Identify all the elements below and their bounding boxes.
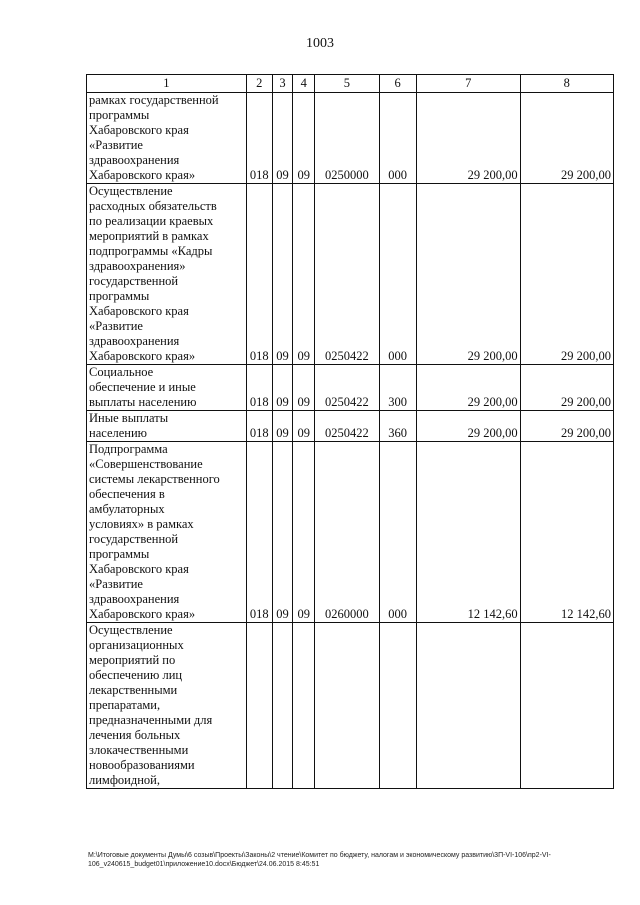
row-name-cell [87,442,247,623]
ministry-code-cell: 018 [246,184,272,365]
expense-type-cell: 000 [379,184,416,365]
file-path-footer [88,851,618,869]
row-name-line: обеспечение и иные [89,380,196,394]
section-code-cell: 09 [272,184,293,365]
table-row [87,442,614,623]
subsection-code-cell: 09 [293,411,315,442]
row-name-line: здравоохранения [89,334,180,348]
target-article-cell: 0260000 [315,442,379,623]
row-name-line: Социальное [89,365,154,379]
row-name-line: обеспечению лиц [89,668,183,682]
section-code-cell: 09 [272,365,293,411]
ministry-code-cell: 018 [246,411,272,442]
row-name-cell [87,623,247,789]
row-name-line: здравоохранения [89,592,180,606]
budget-table [86,74,614,789]
row-name-line: злокачественными [89,743,189,757]
row-name-line: «Развитие [89,319,143,333]
table-row [87,411,614,442]
table-row [87,623,614,789]
amount-cell [520,623,613,789]
target-article-cell: 0250422 [315,411,379,442]
section-code-cell: 09 [272,93,293,184]
row-name-line: Иные выплаты [89,411,169,425]
column-header: 8 [520,75,613,93]
table-row [87,93,614,184]
row-name-line: лимфоидной, [89,773,160,787]
target-article-cell: 0250422 [315,184,379,365]
amount-cell: 29 200,00 [416,93,520,184]
row-name-line: условиях» в рамках [89,517,194,531]
row-name-line: программы [89,108,150,122]
section-code-cell: 09 [272,442,293,623]
page-number: 1003 [306,36,334,51]
row-name-line: лечения больных [89,728,181,742]
amount-cell: 12 142,60 [416,442,520,623]
column-header: 6 [379,75,416,93]
row-name-line: программы [89,547,150,561]
row-name-line: новообразованиями [89,758,195,772]
row-name-cell [87,184,247,365]
row-name-line: Хабаровского края [89,123,189,137]
section-code-cell [272,623,293,789]
row-name-line: Осуществление [89,623,173,637]
row-name-line: государственной [89,274,179,288]
ministry-code-cell [246,623,272,789]
target-article-cell [315,623,379,789]
row-name-line: выплаты населению [89,395,197,409]
row-name-line: «Развитие [89,138,143,152]
ministry-code-cell: 018 [246,365,272,411]
amount-cell: 29 200,00 [416,184,520,365]
ministry-code-cell: 018 [246,93,272,184]
ministry-code-cell: 018 [246,442,272,623]
row-name-line: подпрограммы «Кадры [89,244,213,258]
row-name-line: Хабаровского края» [89,349,196,363]
row-name-line: населению [89,426,147,440]
amount-cell: 29 200,00 [520,411,613,442]
row-name-line: амбулаторных [89,502,165,516]
target-article-cell: 0250422 [315,365,379,411]
row-name-cell [87,365,247,411]
amount-cell: 29 200,00 [416,365,520,411]
row-name-line: государственной [89,532,179,546]
section-code-cell: 09 [272,411,293,442]
column-header: 1 [87,75,247,93]
amount-cell: 29 200,00 [416,411,520,442]
row-name-line: «Совершенствование [89,457,203,471]
row-name-line: обеспечения в [89,487,165,501]
expense-type-cell: 000 [379,442,416,623]
row-name-line: препаратами, [89,698,161,712]
column-header: 3 [272,75,293,93]
subsection-code-cell [293,623,315,789]
row-name-line: рамках государственной [89,93,219,107]
row-name-line: мероприятий в рамках [89,229,209,243]
column-header: 7 [416,75,520,93]
row-name-line: «Развитие [89,577,143,591]
table-row [87,184,614,365]
amount-cell: 29 200,00 [520,365,613,411]
amount-cell: 29 200,00 [520,93,613,184]
row-name-line: здравоохранения» [89,259,186,273]
row-name-line: Хабаровского края» [89,168,196,182]
row-name-line: системы лекарственного [89,472,220,486]
amount-cell: 29 200,00 [520,184,613,365]
row-name-line: здравоохранения [89,153,180,167]
column-header: 5 [315,75,379,93]
row-name-line: Подпрограмма [89,442,168,456]
row-name-line: лекарственными [89,683,178,697]
expense-type-cell [379,623,416,789]
row-name-line: Хабаровского края [89,304,189,318]
expense-type-cell: 300 [379,365,416,411]
subsection-code-cell: 09 [293,442,315,623]
footer-line: 106_v240615_budget01\приложение10.docx\Бюджет\24.06.2015 8:45:51 [88,861,320,868]
target-article-cell: 0250000 [315,93,379,184]
row-name-line: Хабаровского края [89,562,189,576]
row-name-line: организационных [89,638,184,652]
subsection-code-cell: 09 [293,365,315,411]
row-name-line: Хабаровского края» [89,607,196,621]
header-row [87,75,614,93]
expense-type-cell: 000 [379,93,416,184]
row-name-cell [87,93,247,184]
subsection-code-cell: 09 [293,93,315,184]
row-name-cell [87,411,247,442]
amount-cell: 12 142,60 [520,442,613,623]
column-header: 4 [293,75,315,93]
row-name-line: предназначенными для [89,713,213,727]
row-name-line: программы [89,289,150,303]
expense-type-cell: 360 [379,411,416,442]
column-header: 2 [246,75,272,93]
amount-cell [416,623,520,789]
row-name-line: расходных обязательств [89,199,217,213]
subsection-code-cell: 09 [293,184,315,365]
row-name-line: Осуществление [89,184,173,198]
row-name-line: по реализации краевых [89,214,214,228]
footer-line: M:\Итоговые документы Думы\6 созыв\Проекты\Законы\2 чтение\Комитет по бюджету, налогам и экономическому развитию\3П-VI-106\пр2-VI- [88,852,551,859]
table-row [87,365,614,411]
row-name-line: мероприятий по [89,653,176,667]
